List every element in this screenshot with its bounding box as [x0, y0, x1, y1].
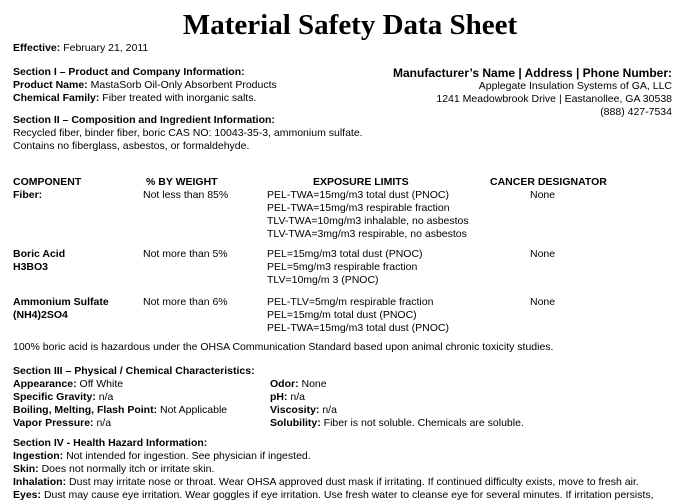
characteristics-left-column — [13, 378, 227, 430]
ingestion-label: Ingestion: — [13, 450, 64, 462]
product-name-value: MastaSorb Oil-Only Absorbent Products — [90, 79, 277, 91]
composition-line-1: Recycled fiber, binder fiber, boric CAS NO: 10043-35-3, ammonium sulfate. — [13, 127, 363, 139]
section-4-heading: Section IV - Health Hazard Information: — [13, 437, 208, 449]
eyes-label: Eyes: — [13, 489, 42, 500]
manufacturer-name: Applegate Insulation Systems of GA, LLC — [478, 80, 672, 92]
section-2-heading: Section II – Composition and Ingredient Information: — [13, 114, 275, 126]
manufacturer-phone: (888) 427-7534 — [600, 106, 672, 118]
specific-gravity-line — [13, 391, 227, 404]
component-name: Ammonium Sulfate — [13, 296, 109, 308]
eyes-value: Dust may cause eye irritation. Wear goggles if eye irritation. Use fresh water to cleanse eye for several minutes. If irritation persists, — [43, 489, 654, 500]
section-2 — [13, 114, 363, 153]
characteristics-right-column — [270, 378, 524, 430]
boric-acid-note: 100% boric acid is hazardous under the OHSA Communication Standard based upon animal chronic toxicity studies. — [13, 341, 554, 353]
effective-date — [13, 42, 148, 55]
component-formula: H3BO3 — [13, 261, 49, 273]
vapor-pressure-value: n/a — [96, 417, 112, 429]
composition-line-2: Contains no fiberglass, asbestos, or formaldehyde. — [13, 140, 250, 152]
limit-line: PEL-TWA=15mg/m3 total dust (PNOC) — [267, 189, 449, 201]
vapor-pressure-label: Vapor Pressure: — [13, 417, 94, 429]
component-cell — [13, 189, 42, 202]
component-name: Boric Acid — [13, 248, 66, 260]
document-title: Material Safety Data Sheet — [182, 9, 518, 41]
inhalation-line — [13, 476, 654, 489]
cancer-cell: None — [530, 189, 556, 201]
limits-cell — [267, 189, 469, 241]
manufacturer-block — [393, 66, 672, 119]
solubility-value: Fiber is not soluble. Chemicals are soluble. — [323, 417, 524, 429]
limit-line: PEL-TWA=15mg/m3 respirable fraction — [267, 202, 450, 214]
header-component: COMPONENT — [13, 176, 82, 188]
chemical-family-line — [13, 92, 277, 105]
limits-cell — [267, 296, 449, 335]
limit-line: PEL-TWA=15mg/m3 total dust (PNOC) — [267, 322, 449, 334]
header-weight: % BY WEIGHT — [146, 176, 218, 188]
chemical-family-value: Fiber treated with inorganic salts. — [102, 92, 257, 104]
ph-label: pH: — [270, 391, 288, 403]
limit-line: TLV-TWA=3mg/m3 respirable, no asbestos — [267, 228, 467, 240]
appearance-value: Off White — [79, 378, 124, 390]
header-cancer-designator: CANCER DESIGNATOR — [490, 176, 607, 188]
weight-cell: Not more than 5% — [143, 248, 228, 260]
odor-label: Odor: — [270, 378, 299, 390]
specific-gravity-label: Specific Gravity: — [13, 391, 96, 403]
limit-line: PEL=15mg/m total dust (PNOC) — [267, 309, 417, 321]
eyes-line — [13, 489, 654, 500]
effective-value: February 21, 2011 — [63, 42, 149, 54]
limits-cell — [267, 248, 423, 287]
boiling-point-line — [13, 404, 227, 417]
boiling-point-label: Boiling, Melting, Flash Point: — [13, 404, 158, 416]
cancer-cell: None — [530, 296, 556, 308]
header-exposure-limits: EXPOSURE LIMITS — [313, 176, 409, 188]
ph-value: n/a — [290, 391, 306, 403]
weight-cell: Not more than 6% — [143, 296, 228, 308]
section-1-heading: Section I – Product and Company Information: — [13, 66, 245, 78]
ph-line — [270, 391, 524, 404]
boiling-point-value: Not Applicable — [160, 404, 228, 416]
solubility-label: Solubility: — [270, 417, 321, 429]
ingestion-line — [13, 450, 654, 463]
viscosity-value: n/a — [322, 404, 337, 416]
solubility-line — [270, 417, 524, 430]
limit-line: PEL-TLV=5mg/m respirable fraction — [267, 296, 434, 308]
skin-label: Skin: — [13, 463, 39, 475]
limit-line: PEL=5mg/m3 respirable fraction — [267, 261, 418, 273]
limit-line: TLV-TWA=10mg/m3 inhalable, no asbestos — [267, 215, 469, 227]
manufacturer-heading: Manufacturer’s Name | Address | Phone Number: — [393, 66, 672, 80]
cancer-cell: None — [530, 248, 556, 260]
effective-label: Effective: — [13, 42, 61, 54]
ingestion-value: Not intended for ingestion. See physician if ingested. — [66, 450, 311, 462]
section-3 — [13, 365, 693, 429]
appearance-label: Appearance: — [13, 378, 77, 390]
component-cell — [13, 296, 109, 322]
component-cell — [13, 248, 65, 274]
inhalation-label: Inhalation: — [13, 476, 67, 488]
section-4 — [13, 437, 654, 500]
chemical-family-label: Chemical Family: — [13, 92, 100, 104]
section-3-heading: Section III – Physical / Chemical Characteristics: — [13, 365, 255, 377]
skin-line — [13, 463, 654, 476]
appearance-line — [13, 378, 227, 391]
viscosity-label: Viscosity: — [270, 404, 320, 416]
inhalation-value: Dust may irritate nose or throat. Wear OHSA approved dust mask if irritating. If continued difficulty exists, move to fresh air. — [69, 476, 639, 488]
specific-gravity-value: n/a — [98, 391, 114, 403]
limit-line: PEL=15mg/m3 total dust (PNOC) — [267, 248, 423, 260]
weight-cell: Not less than 85% — [143, 189, 229, 201]
limit-line: TLV=10mg/m 3 (PNOC) — [267, 274, 379, 286]
odor-line — [270, 378, 524, 391]
product-name-label: Product Name: — [13, 79, 88, 91]
component-name: Fiber: — [13, 189, 43, 201]
manufacturer-address: 1241 Meadowbrook Drive | Eastanollee, GA 30538 — [436, 93, 672, 105]
product-name-line — [13, 79, 277, 92]
component-formula: (NH4)2SO4 — [13, 309, 68, 321]
viscosity-line — [270, 404, 524, 417]
odor-value: None — [301, 378, 327, 390]
vapor-pressure-line — [13, 417, 227, 430]
skin-value: Does not normally itch or irritate skin. — [41, 463, 215, 475]
section-1 — [13, 66, 277, 105]
